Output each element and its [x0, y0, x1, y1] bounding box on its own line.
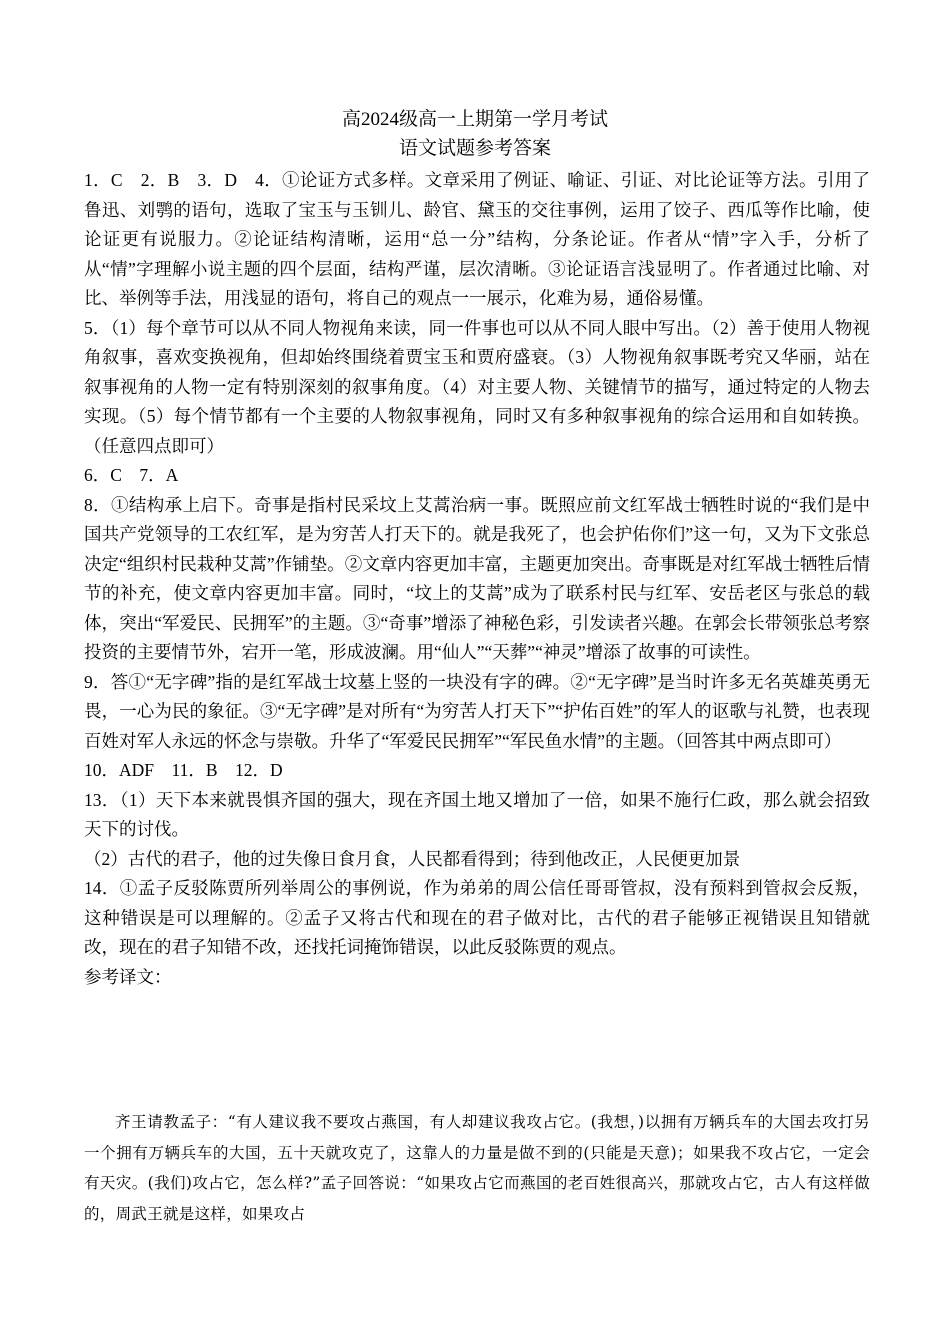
translation-heading: 参考译文：: [84, 966, 172, 987]
page-title: 高2024级高一上期第一学月考试: [341, 109, 608, 130]
answer-list: [84, 166, 870, 992]
answer-13-part2: （2）古代的君子，他的过失像日食月食，人民都看得到；待到他改正，人民便更加景: [84, 848, 741, 869]
answer-6-7: 6．C 7．A: [84, 465, 179, 485]
page-subtitle: 语文试题参考答案: [398, 138, 551, 159]
answer-9: 9．答①“无字碑”指的是红军战士坟墓上竖的一块没有字的碑。②“无字碑”是当时许多无名英雄英勇无畏，一心为民的象征。③“无字碑”是对所有“为穷苦人打天下”“护佑百姓”的军人的讴歌与礼赞，也表现百姓对军人永远的怀念与崇敬。升华了“军爱民民拥军”“军民鱼水情”的主题。（回答其中两点即可）: [84, 671, 870, 751]
translation-text: 齐王请教孟子：“有人建议我不要攻占燕国，有人却建议我攻占它。(我想，)以拥有万辆兵车的大国去攻打另一个拥有万辆兵车的大国，五十天就攻克了，这靠人的力量是做不到的(只能是天意)；如果我不攻占它，一定会有天灾。(我们)攻占它，怎么样?”孟子回答说：“如果攻占它而燕国的老百姓很高兴，那就攻占它，古人有这样做的，周武王就是这样，如果攻占: [84, 1113, 870, 1223]
answer-1-4: 1．C 2．B 3．D 4．①论证方式多样。文章采用了例证、喻证、引证、对比论证等方法。引用了鲁迅、刘鹗的语句，选取了宝玉与玉钏儿、龄官、黛玉的交往事例，运用了饺子、西瓜等作比喻，使论证更有说服力。②论证结构清晰，运用“总一分”结构，分条论证。作者从“情”字入手，分析了从“情”字理解小说主题的四个层面，结构严谨，层次清晰。③论证语言浅显明了。作者通过比喻、对比、举例等手法，用浅显的语句，将自己的观点一一展示，化难为易，通俗易懂。: [84, 170, 870, 308]
answer-14: 14．①孟子反驳陈贾所列举周公的事例说，作为弟弟的周公信任哥哥管叔，没有预料到管叔会反叛，这种错误是可以理解的。②孟子又将古代和现在的君子做对比，古代的君子能够正视错误且知错就改，现在的君子知错不改，还找托词掩饰错误，以此反驳陈贾的观点。: [84, 878, 870, 957]
answer-10-12: 10．ADF 11．B 12．D: [84, 760, 283, 780]
answer-8: 8．①结构承上启下。奇事是指村民采坟上艾蒿治病一事。既照应前文红军战士牺牲时说的“我们是中国共产党领导的工农红军，是为穷苦人打天下的。就是我死了，也会护佑你们”这一句，又为下文张总决定“组织村民栽种艾蒿”作铺垫。②文章内容更加丰富，主题更加突出。奇事既是对红军战士牺牲后情节的补充，使文章内容更加丰富。同时，“坟上的艾蒿”成为了联系村民与红军、安岳老区与张总的载体，突出“军爱民、民拥军”的主题。③“奇事”增添了神秘色彩，引发读者兴趣。在郭会长带领张总考察投资的主要情节外，宕开一笔，形成波澜。用“仙人”“天葬”“神灵”增添了故事的可读性。: [84, 494, 870, 662]
answer-5: 5．（1）每个章节可以从不同人物视角来读，同一件事也可以从不同人眼中写出。（2）善于使用人物视角叙事，喜欢变换视角，但却始终围绕着贾宝玉和贾府盛衰。（3）人物视角叙事既考究又华丽，站在叙事视角的人物一定有特别深刻的叙事角度。（4）对主要人物、关键情节的描写，通过特定的人物去实现。（5）每个情节都有一个主要的人物叙事视角，同时又有多种叙事视角的综合运用和自如转换。（任意四点即可）: [84, 317, 870, 456]
answer-13-part1: 13．（1）天下本来就畏惧齐国的强大，现在齐国土地又增加了一倍，如果不施行仁政，那么就会招致天下的讨伐。: [84, 789, 870, 839]
